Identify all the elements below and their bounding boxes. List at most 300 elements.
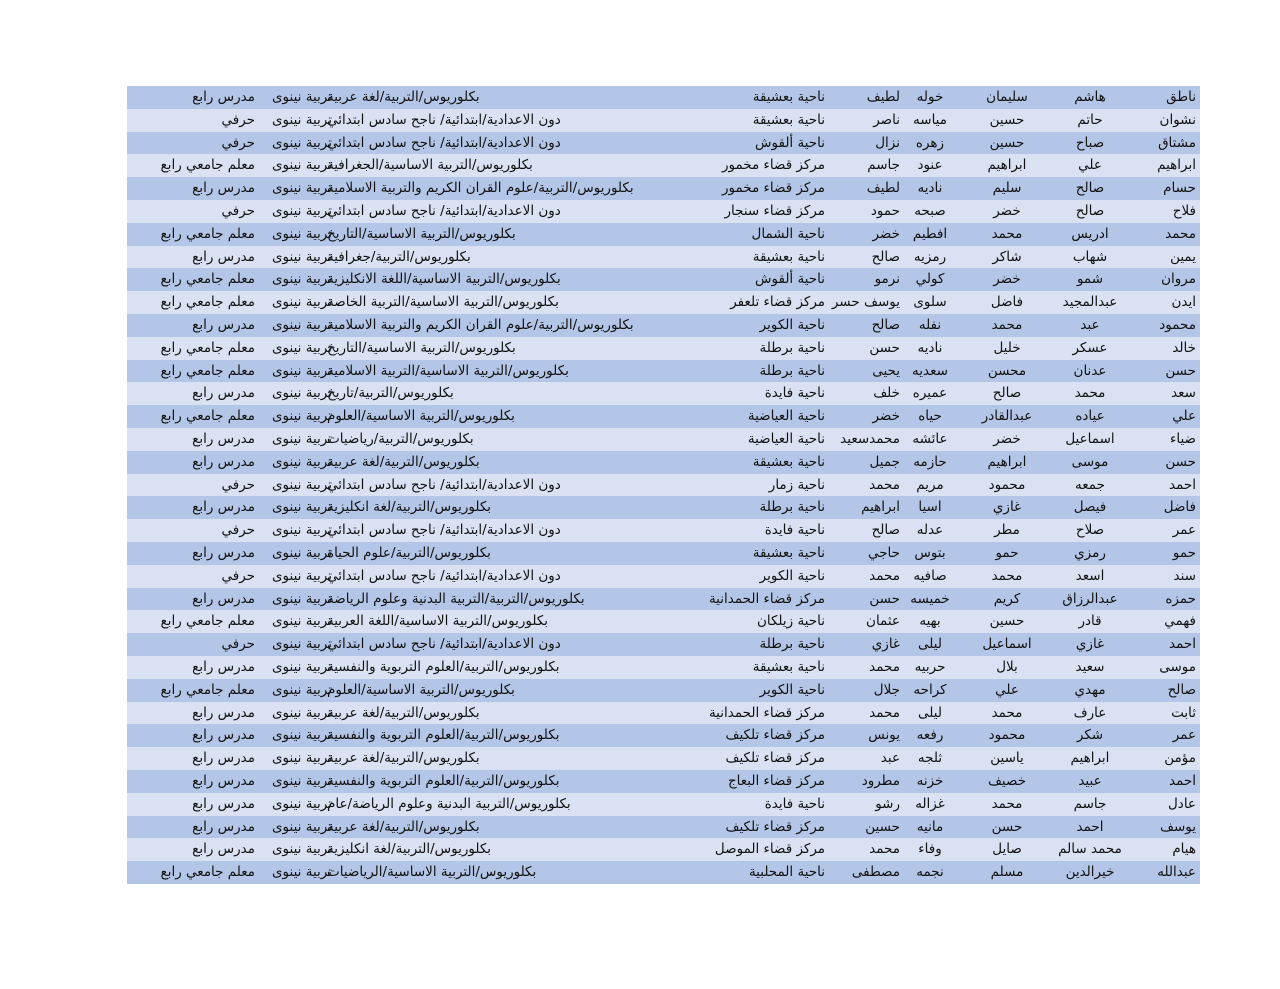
cell-title: معلم جامعي رابع: [160, 271, 255, 288]
cell-father-name: جمعه: [1075, 476, 1105, 493]
cell-mother-name: رفعه: [916, 727, 944, 744]
cell-title: حرفي: [221, 522, 255, 539]
cell-mother-father-name: محمد: [869, 567, 900, 584]
table-row: [127, 337, 1200, 360]
cell-district: ناحية العياضية: [747, 430, 825, 447]
cell-title: مدرس رابع: [192, 499, 255, 516]
cell-grandfather-name: خضر: [993, 430, 1021, 447]
cell-mother-father-name: محمد: [869, 658, 900, 675]
cell-mother-name: حربيه: [914, 658, 946, 675]
cell-father-name: محمد سالم: [1058, 841, 1122, 858]
cell-mother-name: بهيه: [919, 613, 941, 630]
cell-name: فاضل: [1163, 499, 1196, 516]
table-row: [127, 474, 1200, 497]
cell-name: ضياء: [1170, 430, 1196, 447]
cell-directorate: تربية نينوى: [271, 89, 332, 105]
cell-name: عمر: [1172, 727, 1196, 744]
cell-mother-name: حياه: [918, 408, 942, 425]
cell-title: مدرس رابع: [192, 658, 255, 675]
cell-grandfather-name: صايل: [992, 841, 1022, 858]
cell-directorate: تربية نينوى: [271, 385, 332, 402]
table-row: [127, 268, 1200, 291]
cell-title: معلم جامعي رابع: [160, 408, 255, 425]
cell-title: حرفي: [221, 567, 255, 584]
cell-name: احمد: [1169, 772, 1196, 789]
table-row: [127, 679, 1200, 702]
cell-father-name: فيصل: [1073, 499, 1107, 516]
cell-father-name: عبد: [1080, 316, 1100, 333]
cell-qualification: دون الاعدادية/ابتدائية/ ناجح سادس ابتدائي: [327, 476, 561, 493]
cell-father-name: صالح: [1075, 202, 1105, 219]
cell-title: معلم جامعي رابع: [160, 339, 255, 356]
cell-grandfather-name: عبدالقادر: [981, 408, 1033, 425]
cell-district: ناحية فايدة: [764, 795, 825, 812]
cell-name: احمد: [1169, 476, 1196, 493]
table-row: [127, 838, 1200, 861]
cell-grandfather-name: محسن: [987, 362, 1027, 379]
cell-mother-name: زهره: [915, 134, 945, 151]
cell-title: مدرس رابع: [192, 590, 255, 607]
cell-father-name: عارف: [1073, 704, 1107, 721]
cell-father-name: اسماعيل: [1065, 430, 1115, 447]
cell-title: مدرس رابع: [192, 453, 255, 470]
cell-mother-father-name: محمد: [869, 704, 900, 721]
cell-grandfather-name: ابراهيم: [987, 157, 1027, 174]
cell-grandfather-name: حمو: [995, 544, 1019, 561]
cell-directorate: تربية نينوى: [271, 704, 332, 721]
cell-mother-father-name: خضر: [872, 408, 900, 425]
cell-mother-father-name: يحيى: [872, 362, 900, 379]
cell-father-name: قادر: [1078, 613, 1102, 630]
cell-name: عمر: [1172, 522, 1196, 539]
cell-mother-father-name: حمود: [870, 202, 900, 219]
cell-mother-father-name: حسن: [869, 590, 900, 607]
cell-grandfather-name: سليم: [992, 180, 1022, 197]
cell-father-name: هاشم: [1074, 89, 1106, 105]
cell-directorate: تربية نينوى: [271, 499, 332, 516]
cell-qualification: بكلوريوس/التربية/لغة عربية: [327, 818, 480, 835]
cell-district: ناحية بعشيقة: [752, 111, 825, 128]
table-row: [127, 177, 1200, 200]
cell-grandfather-name: خضر: [993, 202, 1021, 219]
cell-name: محمود: [1159, 316, 1196, 333]
cell-mother-name: خوله: [916, 89, 944, 105]
cell-qualification: بكلوريوس/التربية/لغة عربية: [327, 704, 480, 721]
cell-mother-name: غزاله: [915, 795, 945, 812]
cell-father-name: شهاب: [1072, 248, 1108, 265]
cell-father-name: غازي: [1075, 636, 1105, 653]
cell-directorate: تربية نينوى: [271, 430, 332, 447]
cell-directorate: تربية نينوى: [271, 362, 332, 379]
cell-name: يمين: [1170, 248, 1196, 265]
cell-name: علي: [1172, 408, 1196, 425]
cell-mother-father-name: نرمو: [874, 271, 900, 288]
cell-mother-name: نفله: [918, 316, 942, 333]
cell-mother-father-name: صالح: [871, 248, 900, 265]
cell-name: صالح: [1167, 681, 1196, 698]
cell-district: ناحية ألقوش: [755, 271, 825, 288]
cell-title: مدرس رابع: [192, 316, 255, 333]
cell-father-name: عبيد: [1078, 772, 1102, 789]
table-row: [127, 633, 1200, 656]
table-row: [127, 451, 1200, 474]
cell-qualification: بكلوريوس/التربية/لغة عربية: [327, 453, 480, 470]
cell-directorate: تربية نينوى: [271, 522, 332, 539]
cell-grandfather-name: سليمان: [986, 89, 1028, 105]
cell-qualification: دون الاعدادية/ابتدائية/ ناجح سادس ابتدائي: [327, 111, 561, 128]
cell-title: حرفي: [221, 636, 255, 653]
cell-name: حسن: [1165, 362, 1196, 379]
cell-title: مدرس رابع: [192, 180, 255, 197]
table-row: [127, 405, 1200, 428]
cell-directorate: تربية نينوى: [271, 590, 332, 607]
cell-name: ايدن: [1171, 294, 1196, 311]
cell-qualification: بكلوريوس/التربية الاساسية/التاريخ: [327, 225, 516, 242]
cell-district: ناحية المحلبية: [748, 864, 825, 881]
cell-mother-name: حازمه: [913, 453, 947, 470]
cell-mother-name: كراحه: [913, 681, 947, 698]
cell-directorate: تربية نينوى: [271, 636, 332, 653]
cell-district: مركز قضاء تلكيف: [725, 727, 825, 744]
cell-grandfather-name: محمد: [991, 225, 1023, 242]
cell-name: احمد: [1169, 636, 1196, 653]
cell-grandfather-name: مسلم: [990, 864, 1024, 881]
cell-district: ناحية فايدة: [764, 522, 825, 539]
cell-title: مدرس رابع: [192, 818, 255, 835]
cell-mother-father-name: جميل: [869, 453, 900, 470]
cell-mother-name: ناديه: [917, 339, 943, 356]
cell-mother-father-name: لطيف: [866, 180, 900, 197]
cell-mother-father-name: خضر: [872, 225, 900, 242]
cell-title: معلم جامعي رابع: [160, 157, 255, 174]
cell-father-name: عسكر: [1072, 339, 1108, 356]
cell-directorate: تربية نينوى: [271, 544, 332, 561]
cell-directorate: تربية نينوى: [271, 316, 332, 333]
cell-title: معلم جامعي رابع: [160, 864, 255, 881]
cell-qualification: بكلوريوس/التربية/العلوم التربوية والنفسية: [327, 658, 560, 675]
table-row: [127, 360, 1200, 383]
cell-district: ناحية فايدة: [764, 385, 825, 402]
cell-mother-father-name: جاسم: [867, 157, 900, 174]
cell-father-name: ادريس: [1071, 225, 1109, 242]
cell-father-name: احمد: [1076, 818, 1104, 835]
cell-title: مدرس رابع: [192, 795, 255, 812]
cell-mother-father-name: يوسف حسر: [831, 294, 900, 311]
cell-directorate: تربية نينوى: [271, 134, 332, 151]
cell-district: مركز قضاء مخمور: [721, 157, 825, 174]
cell-father-name: خيرالدين: [1065, 864, 1115, 881]
cell-directorate: تربية نينوى: [271, 180, 332, 197]
table-row: [127, 382, 1200, 405]
cell-qualification: بكلوريوس/التربية/علوم القران الكريم والتربية الاسلامية: [327, 180, 634, 197]
cell-district: مركز قضاء تلعفر: [730, 294, 825, 311]
cell-directorate: تربية نينوى: [271, 841, 332, 858]
cell-directorate: تربية نينوى: [271, 339, 332, 356]
cell-directorate: تربية نينوى: [271, 750, 332, 767]
cell-district: مركز قضاء مخمور: [721, 180, 825, 197]
cell-father-name: عياده: [1075, 408, 1105, 425]
cell-name: محمد: [1165, 225, 1196, 242]
cell-qualification: دون الاعدادية/ابتدائية/ ناجح سادس ابتدائي: [327, 522, 561, 539]
cell-name: مروان: [1161, 271, 1196, 288]
table-row: [127, 861, 1200, 884]
cell-directorate: تربية نينوى: [271, 294, 332, 311]
cell-grandfather-name: بلال: [996, 658, 1018, 675]
table-row: [127, 610, 1200, 633]
cell-district: مركز قضاء الحمدانية: [708, 704, 825, 721]
cell-directorate: تربية نينوى: [271, 271, 332, 288]
cell-district: ناحية بعشيقة: [752, 453, 825, 470]
cell-name: فلاح: [1172, 202, 1196, 219]
table-row: [127, 154, 1200, 177]
cell-mother-name: مياسه: [913, 111, 947, 128]
cell-grandfather-name: حسين: [989, 111, 1025, 128]
cell-grandfather-name: مطر: [994, 522, 1020, 539]
cell-district: ناحية الكوير: [759, 681, 825, 698]
cell-mother-name: صافيه: [913, 567, 947, 584]
cell-father-name: سعيد: [1075, 658, 1105, 675]
cell-directorate: تربية نينوى: [271, 111, 332, 128]
cell-name: مشتاق: [1158, 134, 1196, 151]
cell-grandfather-name: ياسين: [990, 750, 1024, 767]
cell-mother-father-name: حاجي: [867, 544, 900, 561]
cell-grandfather-name: ابراهيم: [987, 453, 1027, 470]
cell-title: مدرس رابع: [192, 89, 255, 105]
cell-qualification: بكلوريوس/التربية/العلوم التربوية والنفسية: [327, 772, 560, 789]
cell-mother-father-name: رشو: [875, 795, 900, 812]
table-row: [127, 496, 1200, 519]
cell-name: ناطق: [1166, 89, 1196, 105]
cell-qualification: بكلوريوس/التربية/تاريخ: [327, 385, 454, 402]
cell-grandfather-name: محمد: [991, 567, 1023, 584]
cell-father-name: محمد: [1074, 385, 1106, 402]
cell-directorate: تربية نينوى: [271, 408, 332, 425]
cell-name: ابراهيم: [1157, 157, 1196, 174]
cell-name: سند: [1173, 567, 1196, 584]
cell-mother-name: خميسه: [910, 590, 950, 607]
cell-grandfather-name: محمد: [991, 316, 1023, 333]
cell-grandfather-name: اسماعيل: [982, 636, 1032, 653]
cell-mother-father-name: جلال: [873, 681, 900, 698]
cell-grandfather-name: خليل: [993, 339, 1021, 356]
cell-name: هيام: [1172, 841, 1196, 858]
cell-mother-name: بتوس: [914, 544, 946, 561]
cell-directorate: تربية نينوى: [271, 202, 332, 219]
cell-qualification: بكلوريوس/التربية/لغة انكليزية: [327, 499, 492, 516]
cell-qualification: دون الاعدادية/ابتدائية/ ناجح سادس ابتدائي: [327, 636, 561, 653]
cell-mother-name: وفاء: [918, 841, 942, 858]
cell-mother-name: ليلى: [918, 704, 942, 721]
cell-directorate: تربية نينوى: [271, 727, 332, 744]
cell-qualification: دون الاعدادية/ابتدائية/ ناجح سادس ابتدائي: [327, 202, 561, 219]
cell-district: ناحية بعشيقة: [752, 658, 825, 675]
cell-title: مدرس رابع: [192, 248, 255, 265]
cell-grandfather-name: محمد: [991, 795, 1023, 812]
cell-directorate: تربية نينوى: [271, 864, 332, 881]
cell-mother-name: سلوى: [913, 294, 947, 311]
cell-mother-father-name: عبد: [880, 750, 900, 767]
cell-title: مدرس رابع: [192, 430, 255, 447]
cell-mother-father-name: غازي: [871, 636, 900, 653]
table-row: [127, 793, 1200, 816]
cell-qualification: بكلوريوس/التربية/التربية البدنية وعلوم الرياضة: [327, 590, 585, 607]
cell-father-name: صالح: [1075, 180, 1105, 197]
cell-qualification: بكلوريوس/التربية الاساسية/العلوم: [327, 681, 515, 698]
cell-mother-father-name: صالح: [871, 522, 900, 539]
cell-district: ناحية بعشيقة: [752, 89, 825, 105]
cell-mother-name: مانيه: [916, 818, 944, 835]
cell-mother-name: ليلى: [918, 636, 942, 653]
cell-district: مركز قضاء البعاج: [727, 772, 825, 789]
cell-name: موسى: [1159, 658, 1196, 675]
cell-directorate: تربية نينوى: [271, 795, 332, 812]
cell-district: مركز قضاء سنجار: [724, 202, 825, 219]
cell-name: عادل: [1168, 795, 1196, 812]
cell-father-name: جاسم: [1073, 795, 1107, 812]
cell-mother-father-name: مطرود: [861, 772, 900, 789]
cell-grandfather-name: علي: [995, 681, 1019, 698]
table-row: [127, 246, 1200, 269]
cell-mother-name: سعديه: [912, 362, 948, 379]
cell-grandfather-name: شاكر: [992, 248, 1022, 265]
cell-title: مدرس رابع: [192, 544, 255, 561]
cell-directorate: تربية نينوى: [271, 613, 332, 630]
table-row: [127, 724, 1200, 747]
cell-father-name: علي: [1078, 157, 1102, 174]
cell-mother-father-name: محمد: [869, 476, 900, 493]
cell-mother-name: افطيم: [912, 225, 948, 242]
cell-grandfather-name: صالح: [992, 385, 1022, 402]
cell-mother-father-name: محمد: [869, 841, 900, 858]
table-row: [127, 816, 1200, 839]
cell-district: ناحية بعشيقة: [752, 248, 825, 265]
cell-qualification: بكلوريوس/التربية/العلوم التربوية والنفسية: [327, 727, 560, 744]
cell-district: ناحية برطلة: [759, 339, 825, 356]
cell-name: حسام: [1163, 180, 1196, 197]
cell-name: حمو: [1172, 544, 1196, 561]
cell-qualification: بكلوريوس/التربية الاساسية/التربية الخاصة: [327, 294, 559, 311]
cell-district: ناحية الشمال: [751, 225, 825, 242]
cell-mother-name: ثلجه: [917, 750, 943, 767]
cell-grandfather-name: محمود: [988, 727, 1026, 744]
cell-mother-father-name: خلف: [873, 385, 900, 402]
cell-mother-father-name: صالح: [871, 316, 900, 333]
cell-district: مركز قضاء تلكيف: [725, 818, 825, 835]
cell-grandfather-name: غازي: [992, 499, 1022, 516]
cell-mother-father-name: نزال: [875, 134, 900, 151]
cell-title: مدرس رابع: [192, 750, 255, 767]
cell-directorate: تربية نينوى: [271, 818, 332, 835]
cell-title: حرفي: [221, 111, 255, 128]
cell-name: حمزه: [1165, 590, 1196, 607]
table-row: [127, 86, 1200, 109]
cell-district: ناحية الكوير: [759, 316, 825, 333]
cell-directorate: تربية نينوى: [271, 453, 332, 470]
table-row: [127, 132, 1200, 155]
cell-district: مركز قضاء الحمدانية: [708, 590, 825, 607]
table-row: [127, 565, 1200, 588]
cell-mother-name: عائشه: [912, 430, 948, 447]
cell-grandfather-name: خضر: [993, 271, 1021, 288]
cell-directorate: تربية نينوى: [271, 567, 332, 584]
cell-father-name: عبدالرزاق: [1062, 590, 1118, 607]
cell-qualification: بكلوريوس/التربية الاساسية/العلوم: [327, 408, 515, 425]
cell-mother-name: ناديه: [917, 180, 943, 197]
cell-mother-name: نجمه: [916, 864, 944, 881]
cell-directorate: تربية نينوى: [271, 225, 332, 242]
cell-name: سعد: [1171, 385, 1196, 402]
cell-qualification: بكلوريوس/التربية الاساسية/اللغة الانكليزية: [327, 271, 561, 288]
cell-title: معلم جامعي رابع: [160, 294, 255, 311]
table-row: [127, 770, 1200, 793]
spreadsheet-table: [127, 86, 1200, 884]
cell-district: ناحية برطلة: [759, 362, 825, 379]
cell-mother-name: عنود: [917, 157, 943, 174]
cell-name: حسن: [1165, 453, 1196, 470]
cell-district: ناحية برطلة: [759, 636, 825, 653]
cell-district: ناحية بعشيقة: [752, 544, 825, 561]
cell-qualification: بكلوريوس/التربية البدنية وعلوم الرياضة/عام: [327, 795, 571, 812]
cell-qualification: بكلوريوس/التربية/رياضيات: [327, 430, 474, 447]
cell-name: فهمي: [1164, 613, 1196, 630]
cell-qualification: بكلوريوس/التربية/لغة عربية: [327, 750, 480, 767]
cell-father-name: صباح: [1075, 134, 1105, 151]
cell-mother-name: عميره: [912, 385, 948, 402]
cell-qualification: بكلوريوس/التربية الاساسية/اللغة العربية: [327, 613, 548, 630]
cell-mother-name: خزنه: [916, 772, 944, 789]
cell-name: يوسف: [1159, 818, 1196, 835]
cell-grandfather-name: كريم: [993, 590, 1021, 607]
cell-name: ثابت: [1171, 704, 1196, 721]
cell-grandfather-name: فاضل: [990, 294, 1024, 311]
cell-district: ناحية برطلة: [759, 499, 825, 516]
cell-directorate: تربية نينوى: [271, 658, 332, 675]
cell-father-name: رمزي: [1074, 544, 1106, 561]
cell-father-name: شمو: [1076, 271, 1104, 288]
cell-title: مدرس رابع: [192, 841, 255, 858]
cell-mother-name: اسيا: [918, 499, 942, 516]
cell-qualification: بكلوريوس/التربية/علوم الحياة: [327, 544, 491, 561]
cell-district: ناحية زيلكان: [756, 613, 825, 630]
cell-directorate: تربية نينوى: [271, 681, 332, 698]
cell-title: مدرس رابع: [192, 772, 255, 789]
cell-title: معلم جامعي رابع: [160, 225, 255, 242]
cell-qualification: بكلوريوس/التربية الاساسية/الجغرافية: [327, 157, 533, 174]
cell-father-name: مهدي: [1074, 681, 1106, 698]
table-row: [127, 702, 1200, 725]
table-row: [127, 109, 1200, 132]
cell-mother-father-name: عثمان: [866, 613, 900, 630]
cell-grandfather-name: محمود: [988, 476, 1026, 493]
cell-district: ناحية الكوير: [759, 567, 825, 584]
cell-directorate: تربية نينوى: [271, 248, 332, 265]
cell-father-name: صلاح: [1075, 522, 1105, 539]
cell-name: خالد: [1172, 339, 1196, 356]
cell-qualification: بكلوريوس/التربية/لغة عربية: [327, 89, 480, 105]
cell-directorate: تربية نينوى: [271, 772, 332, 789]
table-row: [127, 656, 1200, 679]
cell-mother-name: رمزيه: [913, 248, 947, 265]
cell-title: مدرس رابع: [192, 727, 255, 744]
cell-mother-name: كولي: [915, 271, 945, 288]
cell-mother-name: عدله: [916, 522, 944, 539]
cell-mother-father-name: لطيف: [866, 89, 900, 105]
table-row: [127, 223, 1200, 246]
cell-qualification: بكلوريوس/التربية/جغرافية: [327, 248, 471, 265]
cell-name: مؤمن: [1164, 750, 1196, 767]
cell-district: مركز قضاء الموصل: [714, 841, 825, 858]
cell-qualification: دون الاعدادية/ابتدائية/ ناجح سادس ابتدائي: [327, 134, 561, 151]
